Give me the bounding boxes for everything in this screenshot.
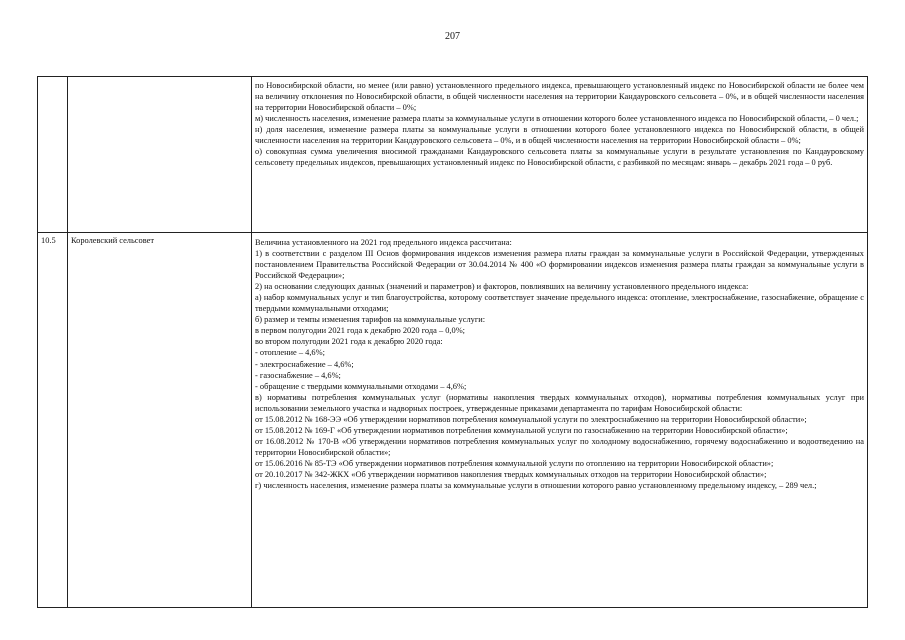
paragraph: - обращение с твердыми коммунальными отходами – 4,6%;: [255, 381, 467, 391]
table-row-korolevsky: [38, 233, 868, 608]
settlement-name-cell: [68, 77, 252, 233]
paragraph: м) численность населения, изменение размера платы за коммунальные услуги в отношении которого более установленного индекса по Новосибирской области, – 0 чел.;: [255, 114, 859, 124]
paragraph: от 16.08.2012 № 170-В «Об утверждении нормативов потребления коммунальных услуг по холодному водоснабжению, горячему водоснабжению и водоотведению на территории Новосибирской области»;: [255, 436, 864, 457]
paragraph: Величина установленного на 2021 год предельного индекса рассчитана:: [255, 238, 512, 247]
paragraph: 2) на основании следующих данных (значений и параметров) и факторов, повлиявших на величину установленного предельного индекса:: [255, 282, 749, 292]
index-table: [37, 76, 868, 608]
paragraph: г) численность населения, изменение размера платы за коммунальные услуги в отношении которого равно установленному предельному индексу, – 289 чел.;: [255, 481, 817, 491]
paragraph: от 15.08.2012 № 168-ЭЭ «Об утверждении нормативов потребления коммунальной услуги по электроснабжению на территории Новосибирской области»;: [255, 414, 807, 424]
paragraph: н) доля населения, изменение размера платы за коммунальные услуги в отношении которого более установленного индекса по Новосибирской области, в общей численности населения на территории Кандауровского сельсовета – 0%, и в общей численности населения на территории Новосибирской области – 0%;: [255, 125, 864, 146]
paragraph: по Новосибирской области, но менее (или равно) установленного предельного индекса, превышающего установленный индекс по Новосибирской области не более чем на величину отклонения по Новосибирской области, в общей численности населения на территории Кандауровского сельсовета – 0%, и в общей численности населения на территории Новосибирской области – 0%;: [255, 81, 864, 113]
paragraph: от 15.06.2016 № 85-ТЭ «Об утверждении нормативов потребления коммунальной услуги по отоплению на территории Новосибирской области»;: [255, 458, 774, 468]
paragraph: в первом полугодии 2021 года к декабрю 2020 года – 0,0%;: [255, 326, 465, 336]
page-number: 207: [445, 31, 460, 42]
paragraph: от 15.08.2012 № 169-Г «Об утверждении нормативов потребления коммунальной услуги по газоснабжению на территории Новосибирской области»;: [255, 425, 788, 435]
paragraph: о) совокупная сумма увеличения вносимой гражданами Кандауровского сельсовета платы за коммунальные услуги в результате установления по Кандауровскому сельсовету предельных индексов, превышающих установленный индекс по Новосибирской области, с разбивкой по месяцам: январь – декабрь 2021 года – 0 руб.: [255, 147, 864, 168]
paragraph: - газоснабжение – 4,6%;: [255, 370, 341, 380]
description-cell: [252, 77, 868, 233]
paragraph: в) нормативы потребления коммунальных услуг (нормативы накопления твердых коммунальных отходов), нормативы потребления коммунальных услуг при использовании земельного участка и надворных построек, утвержденные приказами департамента по тарифам Новосибирской области:: [255, 392, 864, 413]
row-number-cell: 10.5: [38, 233, 68, 608]
paragraph: во втором полугодии 2021 года к декабрю 2020 года:: [255, 337, 443, 347]
table-row-continued: [38, 77, 868, 233]
paragraph: б) размер и темпы изменения тарифов на коммунальные услуги:: [255, 315, 486, 325]
paragraph: а) набор коммунальных услуг и тип благоустройства, которому соответствует значение предельного индекса: отопление, электроснабжение, газоснабжение, обращение с твердыми коммунальными отходами;: [255, 293, 864, 314]
paragraph: - отопление – 4,6%;: [255, 348, 325, 358]
paragraph: от 20.10.2017 № 342-ЖКХ «Об утверждении нормативов накопления твердых коммунальных отходов на территории Новосибирской области»;: [255, 469, 767, 479]
paragraph: - электроснабжение – 4,6%;: [255, 359, 354, 369]
settlement-name-cell: Королевский сельсовет: [68, 233, 252, 608]
description-cell: [252, 233, 868, 608]
row-number-cell: [38, 77, 68, 233]
paragraph: 1) в соответствии с разделом III Основ формирования индексов изменения размера платы граждан за коммунальные услуги в Российской Федерации, утвержденных постановлением Правительства Российской Федерации от 30.04.2014 № 400 «О формировании индексов изменения размера платы граждан за коммунальные услуги в Российской Федерации»;: [255, 249, 864, 281]
